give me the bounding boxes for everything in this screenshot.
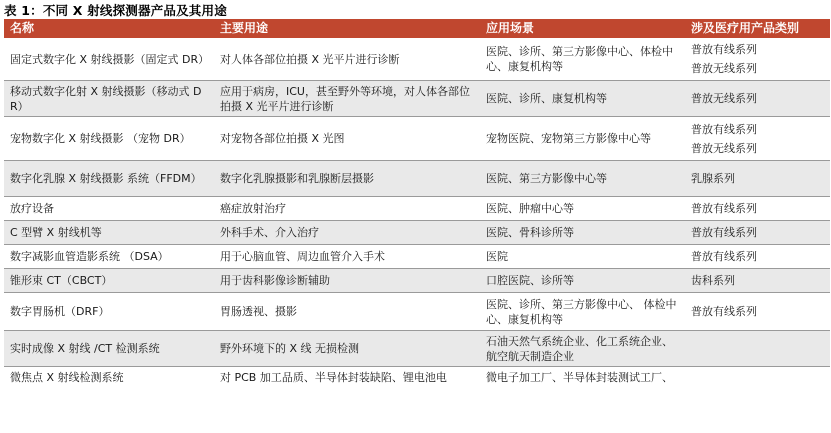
- cell-name: 实时成像 X 射线 /CT 检测系统: [4, 331, 214, 367]
- table-row: [4, 197, 830, 221]
- cell-scene: 石油天然气系统企业、化工系统企业、航空航天制造企业: [480, 331, 685, 367]
- category-item: 普放有线系列: [691, 122, 757, 136]
- table-row: [4, 293, 830, 331]
- cell-use: 用于齿科影像诊断辅助: [214, 269, 480, 293]
- cell-scene: 医院、第三方影像中心等: [480, 161, 685, 197]
- category-item: 普放有线系列: [691, 250, 757, 263]
- cell-scene: 医院、诊所、第三方影像中心、 体检中心、康复机构等: [480, 293, 685, 331]
- cell-name: 固定式数字化 X 射线摄影（固定式 DR）: [4, 38, 214, 81]
- header-category: 涉及医疗用产品类别: [685, 19, 830, 38]
- cell-scene: 医院: [480, 245, 685, 269]
- cell-name: 微焦点 X 射线检测系统: [10, 371, 124, 384]
- cell-category: [685, 367, 830, 393]
- cell-name: 锥形束 CT（CBCT）: [4, 269, 214, 293]
- cell-category: [685, 221, 830, 245]
- cell-name: 数字胃肠机（DRF）: [4, 293, 214, 331]
- header-row: [4, 19, 830, 38]
- header-scene: 应用场景: [480, 19, 685, 38]
- cell-category: [685, 161, 830, 197]
- cell-scene: 医院、诊所、康复机构等: [480, 81, 685, 117]
- cell-use: 对人体各部位拍摄 X 光平片进行诊断: [214, 38, 480, 81]
- category-item: 普放无线系列: [691, 141, 757, 155]
- cell-name: 移动式数字化射 X 射线摄影（移动式 DR）: [4, 81, 214, 117]
- table-row: [4, 38, 830, 81]
- cell-scene: 医院、肿瘤中心等: [480, 197, 685, 221]
- table-title: 表 1：不同 X 射线探测器产品及其用途: [4, 3, 227, 18]
- table-row: [4, 269, 830, 293]
- cell-use: 用于心脑血管、周边血管介入手术: [214, 245, 480, 269]
- category-item: 普放有线系列: [691, 226, 757, 239]
- cell-category: [685, 38, 830, 81]
- cell-scene: 医院、骨科诊所等: [480, 221, 685, 245]
- cell-use: 对宠物各部位拍摄 X 光图: [214, 117, 480, 161]
- table-row: [4, 161, 830, 197]
- product-table: [4, 19, 830, 393]
- table-row: [4, 245, 830, 269]
- category-item: 普放有线系列: [691, 43, 757, 56]
- category-item: 普放有线系列: [691, 202, 757, 215]
- table-row: [4, 331, 830, 367]
- cell-use: 野外环境下的 X 线 无损检测: [214, 331, 480, 367]
- cell-use: 应用于病房，ICU，甚至野外等环境，对人体各部位拍摄 X 光平片进行诊断: [214, 81, 480, 117]
- table-row: [4, 117, 830, 161]
- cell-name: 数字化乳腺 X 射线摄影 系统（FFDM）: [4, 161, 214, 197]
- cell-use: 数字化乳腺摄影和乳腺断层摄影: [214, 161, 480, 197]
- cell-category: [685, 197, 830, 221]
- cell-scene: 微电子加工厂、半导体封装测试工厂、: [486, 371, 673, 384]
- cell-name: 宠物数字化 X 射线摄影 （宠物 DR）: [4, 117, 214, 161]
- cell-use: 胃肠透视、摄影: [214, 293, 480, 331]
- cell-name: 放疗设备: [4, 197, 214, 221]
- cell-category: [685, 331, 830, 367]
- table-row: [4, 221, 830, 245]
- header-name: 名称: [4, 19, 214, 38]
- cell-category: [685, 269, 830, 293]
- cell-category: [685, 245, 830, 269]
- category-item: 普放无线系列: [691, 92, 757, 105]
- cell-category: [685, 81, 830, 117]
- cell-scene: 口腔医院、诊所等: [480, 269, 685, 293]
- table-row: [4, 367, 830, 393]
- cell-name: 数字减影血管造影系统 （DSA）: [4, 245, 214, 269]
- cell-category: [685, 293, 830, 331]
- table-row: [4, 81, 830, 117]
- cell-use: 外科手术、介入治疗: [214, 221, 480, 245]
- header-use: 主要用途: [214, 19, 480, 38]
- cell-scene: 宠物医院、宠物第三方影像中心等: [480, 117, 685, 161]
- cell-scene: 医院、诊所、第三方影像中心、体检中心、康复机构等: [480, 38, 685, 81]
- category-item: 普放无线系列: [691, 62, 757, 75]
- category-item: 齿科系列: [691, 274, 735, 287]
- category-item: 普放有线系列: [691, 305, 757, 318]
- cell-name: C 型臂 X 射线机等: [4, 221, 214, 245]
- category-item: 乳腺系列: [691, 172, 735, 185]
- cell-use: 癌症放射治疗: [214, 197, 480, 221]
- cell-use: 对 PCB 加工品质、半导体封装缺陷、锂电池电: [220, 371, 447, 384]
- cell-category: [685, 117, 830, 161]
